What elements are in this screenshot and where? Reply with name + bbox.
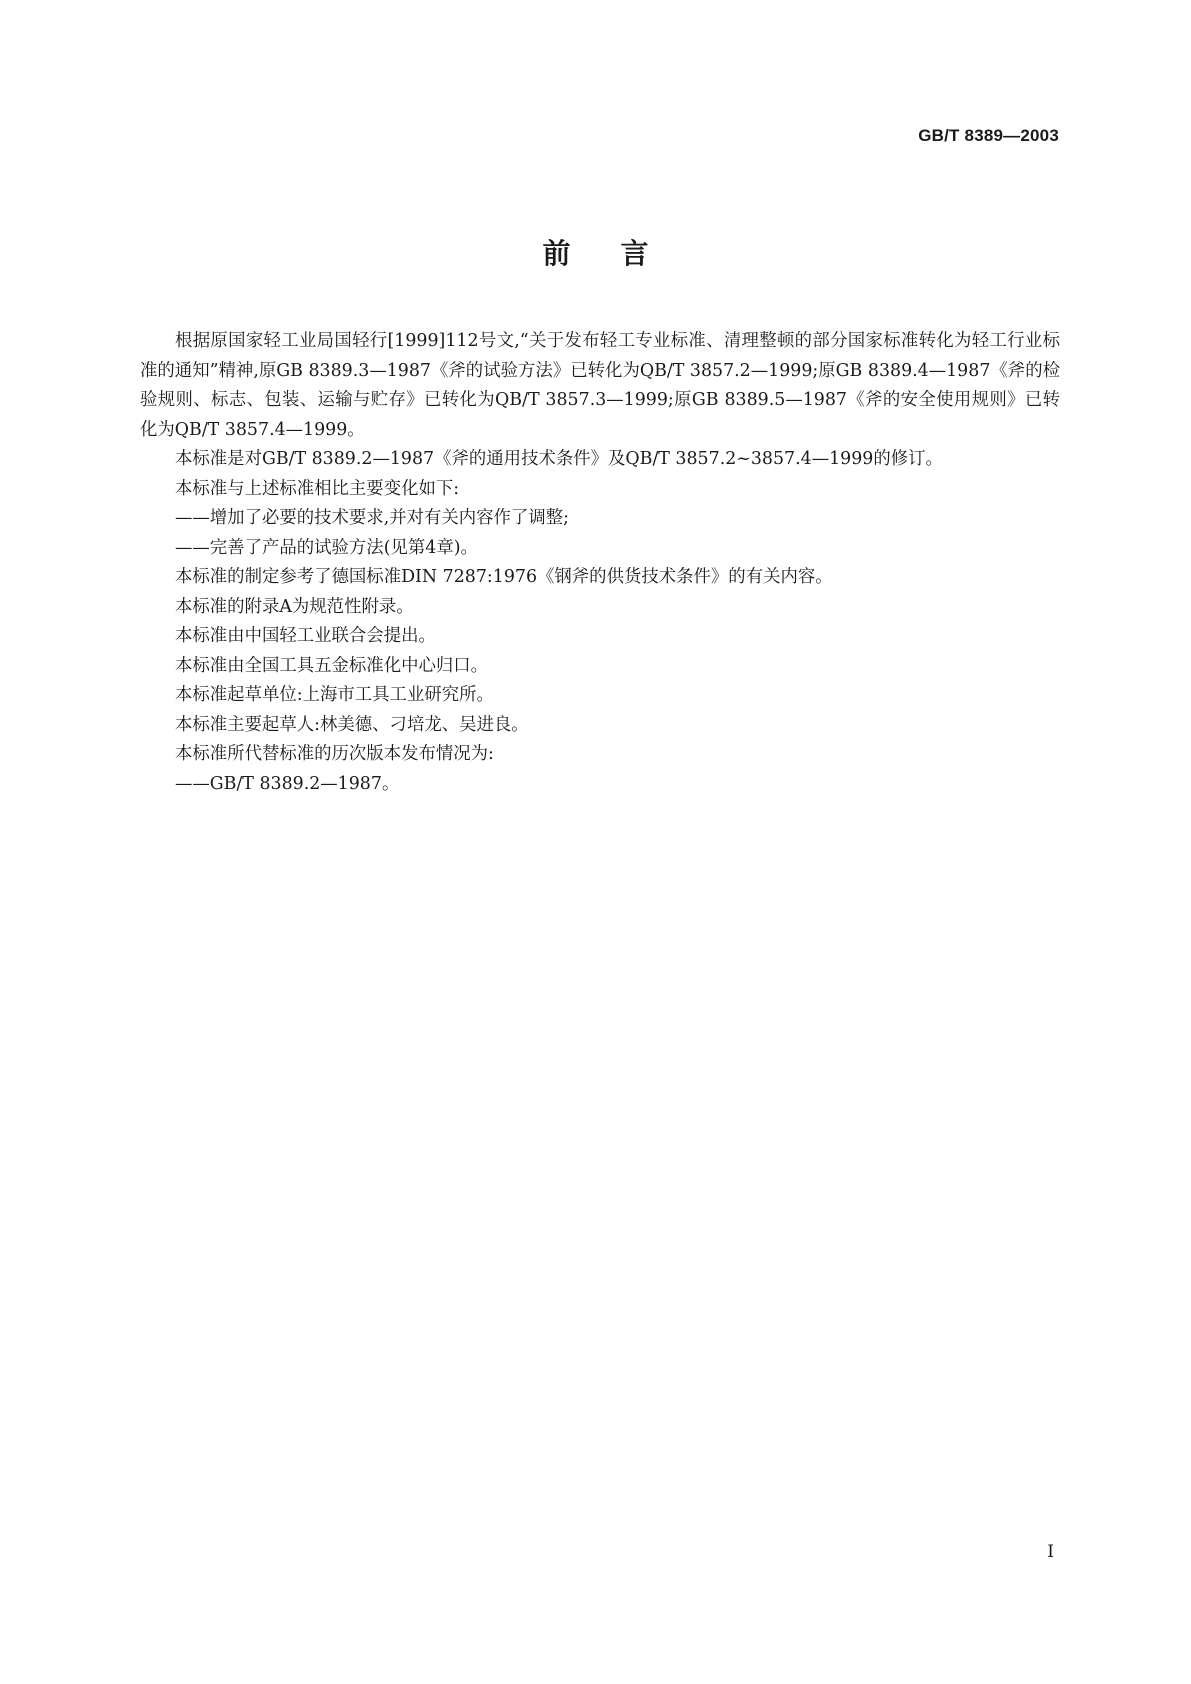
standard-number: GB/T 8389—2003 xyxy=(918,126,1059,145)
page-title: 前言 xyxy=(542,237,699,270)
paragraph-changes-intro: 本标准与上述标准相比主要变化如下: xyxy=(175,478,460,499)
paragraph-reference: 本标准的制定参考了德国标准DIN 7287:1976《钢斧的供货技术条件》的有关内容。 xyxy=(175,567,833,587)
paragraph-annex: 本标准的附录A为规范性附录。 xyxy=(175,596,414,617)
foreword-body xyxy=(140,327,1060,799)
paragraph-background: 根据原国家轻工业局国轻行[1999]112号文,“关于发布轻工专业标准、清理整顿的部分国家标准转化为轻工行业标准的通知”精神,原GB 8389.3—1987《斧的试验方法》已转化为QB/T 3857.2—1999;原GB 8389.4—1987《斧的检验规则、标志、包装、运输与贮存》已转化为QB/T 3857.3—1999;原GB 8389.5—1987《斧的安全使用规则》已转化为QB/T 3857.4—1999。 xyxy=(140,331,1060,440)
paragraph-drafters: 本标准主要起草人:林美德、刁培龙、吴进良。 xyxy=(175,714,529,735)
list-item-history-1: ——GB/T 8389.2—1987。 xyxy=(175,773,400,794)
paragraph-proposer: 本标准由中国轻工业联合会提出。 xyxy=(175,626,436,646)
paragraph-history-intro: 本标准所代替标准的历次版本发布情况为: xyxy=(175,744,494,764)
paragraph-centralized: 本标准由全国工具五金标准化中心归口。 xyxy=(175,655,489,676)
paragraph-revision: 本标准是对GB/T 8389.2—1987《斧的通用技术条件》及QB/T 3857.2~3857.4—1999的修订。 xyxy=(175,449,943,469)
paragraph-drafting-unit: 本标准起草单位:上海市工具工业研究所。 xyxy=(175,685,494,705)
page-number: I xyxy=(1047,1542,1054,1562)
list-item-change-2: ——完善了产品的试验方法(见第4章)。 xyxy=(175,537,478,558)
list-item-change-1: ——增加了必要的技术要求,并对有关内容作了调整; xyxy=(175,508,569,528)
